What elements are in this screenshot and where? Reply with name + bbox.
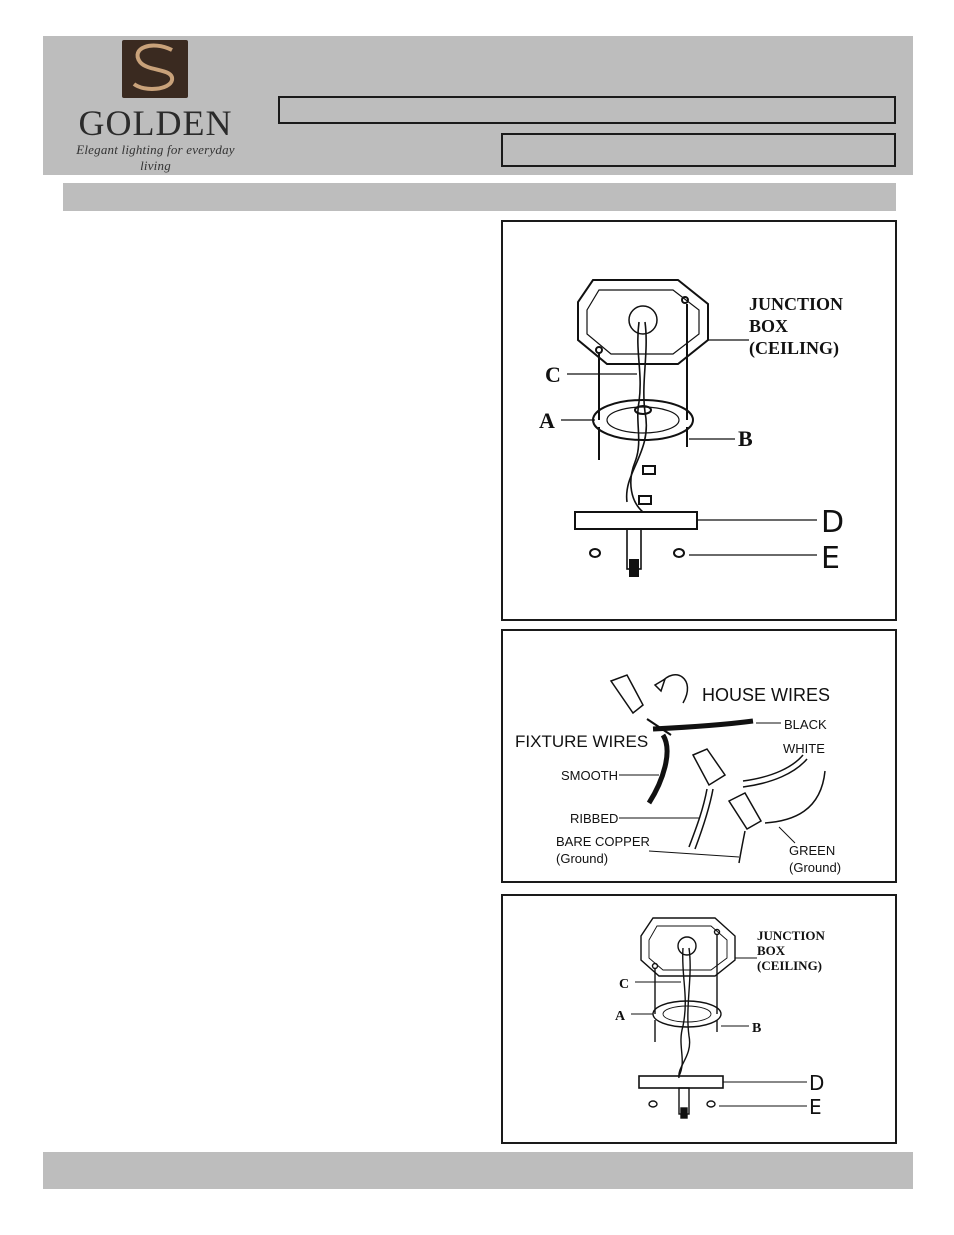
title-field [278, 96, 896, 124]
label-b: B [738, 426, 753, 451]
brand-logo [68, 38, 243, 173]
junction-small-label-3: (CEILING) [757, 958, 823, 973]
small-label-a: A [615, 1009, 626, 1024]
small-label-b: B [752, 1021, 762, 1036]
brand-name: GOLDEN [78, 103, 233, 143]
junction-label-2: BOX [749, 316, 789, 336]
diagram-mounting-small [501, 894, 897, 1144]
model-field [501, 133, 896, 167]
small-label-d: D [809, 1071, 825, 1095]
section-heading-bar [63, 183, 896, 211]
junction-label-1: JUNCTION [749, 294, 844, 314]
label-e: E [821, 541, 840, 576]
label-a: A [539, 408, 555, 433]
brand-tagline: Elegant lighting for everyday living [76, 142, 235, 173]
bare-copper-label: BARE COPPER [556, 834, 650, 849]
green-wire-label: GREEN [789, 843, 836, 858]
ribbed-wire-label: RIBBED [570, 811, 619, 826]
small-label-c: C [619, 977, 630, 992]
small-label-e: E [809, 1095, 822, 1119]
junction-small-label-1: JUNCTION [757, 928, 825, 943]
diagram-mounting-large [501, 220, 897, 621]
label-c: C [545, 362, 561, 387]
fixture-wires-label: FIXTURE WIRES [515, 732, 649, 751]
black-wire-label: BLACK [784, 717, 827, 732]
label-d: D [821, 505, 845, 540]
junction-small-label-2: BOX [757, 943, 786, 958]
smooth-wire-label: SMOOTH [561, 768, 619, 783]
footer-band [43, 1152, 913, 1189]
diagram-wire-connection [501, 629, 897, 883]
logo-mark-icon [122, 40, 188, 98]
ground-label-1: (Ground) [556, 851, 609, 866]
ground-label-2: (Ground) [789, 860, 842, 875]
house-wires-label: HOUSE WIRES [702, 685, 831, 705]
white-wire-label: WHITE [783, 741, 825, 756]
junction-label-3: (CEILING) [749, 338, 840, 358]
